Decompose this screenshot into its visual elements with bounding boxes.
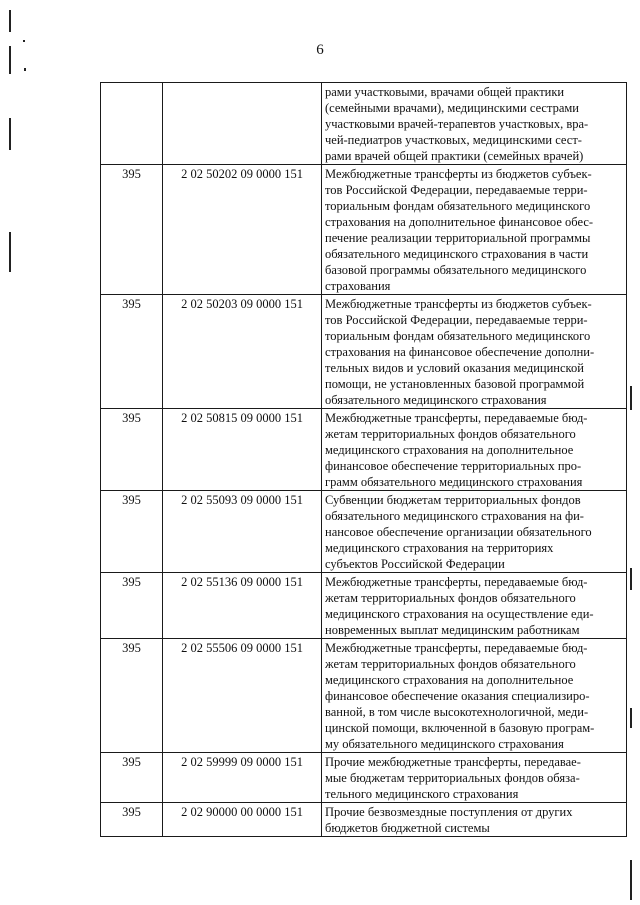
description-line: нансовое обеспечение организации обязательного [325,525,592,539]
description-line: жетам территориальных фондов обязательного [325,657,576,671]
description-cell [322,573,627,639]
page-number: 6 [316,42,324,58]
description-line: медицинского страхования на дополнительное [325,443,574,457]
description-line: Прочие безвозмездные поступления от других [325,805,573,819]
description-cell [322,491,627,573]
admin-code-cell: 395 [101,295,163,409]
description-line: Субвенции бюджетам территориальных фондов [325,493,581,507]
scan-mark [9,10,11,32]
description-line: жетам территориальных фондов обязательного [325,591,576,605]
description-line: обязательного медицинского страхования [325,393,547,407]
description-line: чей-педиатров участковых, медицинскими сест- [325,133,582,147]
admin-code-cell: 395 [101,409,163,491]
description-line: Межбюджетные трансферты из бюджетов субъек- [325,167,592,181]
table-row [101,295,627,409]
description-line: (семейными врачами), медицинскими сестрами [325,101,579,115]
description-line: страхования [325,279,391,293]
revenue-codes-table [100,82,627,837]
admin-code-cell: 395 [101,803,163,837]
scan-mark [9,118,11,150]
description-line: базовой программы обязательного медицинского [325,263,587,277]
description-line: жетам территориальных фондов обязательного [325,427,576,441]
budget-code-cell [163,83,322,165]
description-line: бюджетов бюджетной системы [325,821,490,835]
table-row [101,803,627,837]
description-line: обязательного медицинского страхования в части [325,247,589,261]
table-row [101,753,627,803]
admin-code-cell [101,83,163,165]
scan-mark [630,860,632,900]
table-row [101,83,627,165]
budget-code-cell: 2 02 59999 09 0000 151 [163,753,322,803]
description-cell [322,295,627,409]
description-line: Межбюджетные трансферты из бюджетов субъек- [325,297,592,311]
description-cell [322,639,627,753]
scan-mark [9,232,11,272]
budget-code-cell: 2 02 50202 09 0000 151 [163,165,322,295]
description-line: страхования на дополнительное финансовое обес- [325,215,594,229]
description-line: медицинского страхования на дополнительное [325,673,574,687]
description-line: медицинского страхования на территориях [325,541,554,555]
description-line: Межбюджетные трансферты, передаваемые бюд- [325,575,588,589]
description-line: субъектов Российской Федерации [325,557,505,571]
admin-code-cell: 395 [101,491,163,573]
budget-code-cell: 2 02 55136 09 0000 151 [163,573,322,639]
budget-code-cell: 2 02 50203 09 0000 151 [163,295,322,409]
description-line: грамм обязательного медицинского страхования [325,475,583,489]
table-body [101,83,627,837]
scan-mark [630,386,632,410]
description-line: Межбюджетные трансферты, передаваемые бюд- [325,641,588,655]
budget-code-cell: 2 02 50815 09 0000 151 [163,409,322,491]
description-line: ториальным фондам обязательного медицинского [325,329,591,343]
description-line: тельного медицинского страхования [325,787,519,801]
scan-mark [24,68,26,71]
description-cell [322,83,627,165]
description-line: новременных выплат медицинским работникам [325,623,580,637]
description-line: рами участковыми, врачами общей практики [325,85,565,99]
budget-code-cell: 2 02 55093 09 0000 151 [163,491,322,573]
description-line: обязательного медицинского страхования на фи- [325,509,584,523]
description-line: страхования на финансовое обеспечение дополни- [325,345,595,359]
budget-code-cell: 2 02 90000 00 0000 151 [163,803,322,837]
description-line: печение реализации территориальной программы [325,231,591,245]
description-cell [322,753,627,803]
description-line: ванной, в том числе высокотехнологичной, меди- [325,705,589,719]
description-line: тельных видов и условий оказания медицинской [325,361,584,375]
table-row [101,409,627,491]
description-line: Прочие межбюджетные трансферты, передавае- [325,755,581,769]
description-cell [322,409,627,491]
description-line: ториальным фондам обязательного медицинского [325,199,591,213]
budget-code-cell: 2 02 55506 09 0000 151 [163,639,322,753]
description-cell [322,803,627,837]
table-row [101,491,627,573]
scan-mark [630,568,632,590]
description-line: Межбюджетные трансферты, передаваемые бюд- [325,411,588,425]
table-row [101,573,627,639]
description-line: помощи, не установленных базовой программой [325,377,585,391]
description-line: тов Российской Федерации, передаваемые терри- [325,313,588,327]
description-line: финансовое обеспечение территориальных про- [325,459,582,473]
description-line: цинской помощи, включенной в базовую програм- [325,721,595,735]
description-cell [322,165,627,295]
scan-mark [630,708,632,728]
admin-code-cell: 395 [101,639,163,753]
admin-code-cell: 395 [101,753,163,803]
admin-code-cell: 395 [101,573,163,639]
table-row [101,639,627,753]
description-line: медицинского страхования на осуществление еди- [325,607,594,621]
table-row [101,165,627,295]
description-line: участковыми врачей-терапевтов участковых, вра- [325,117,589,131]
admin-code-cell: 395 [101,165,163,295]
description-line: финансовое обеспечение оказания специализиро- [325,689,590,703]
description-line: мые бюджетам территориальных фондов обяза- [325,771,580,785]
description-line: рами врачей общей практики (семейных врачей) [325,149,584,163]
description-line: тов Российской Федерации, передаваемые терри- [325,183,588,197]
description-line: му обязательного медицинского страхования [325,737,564,751]
